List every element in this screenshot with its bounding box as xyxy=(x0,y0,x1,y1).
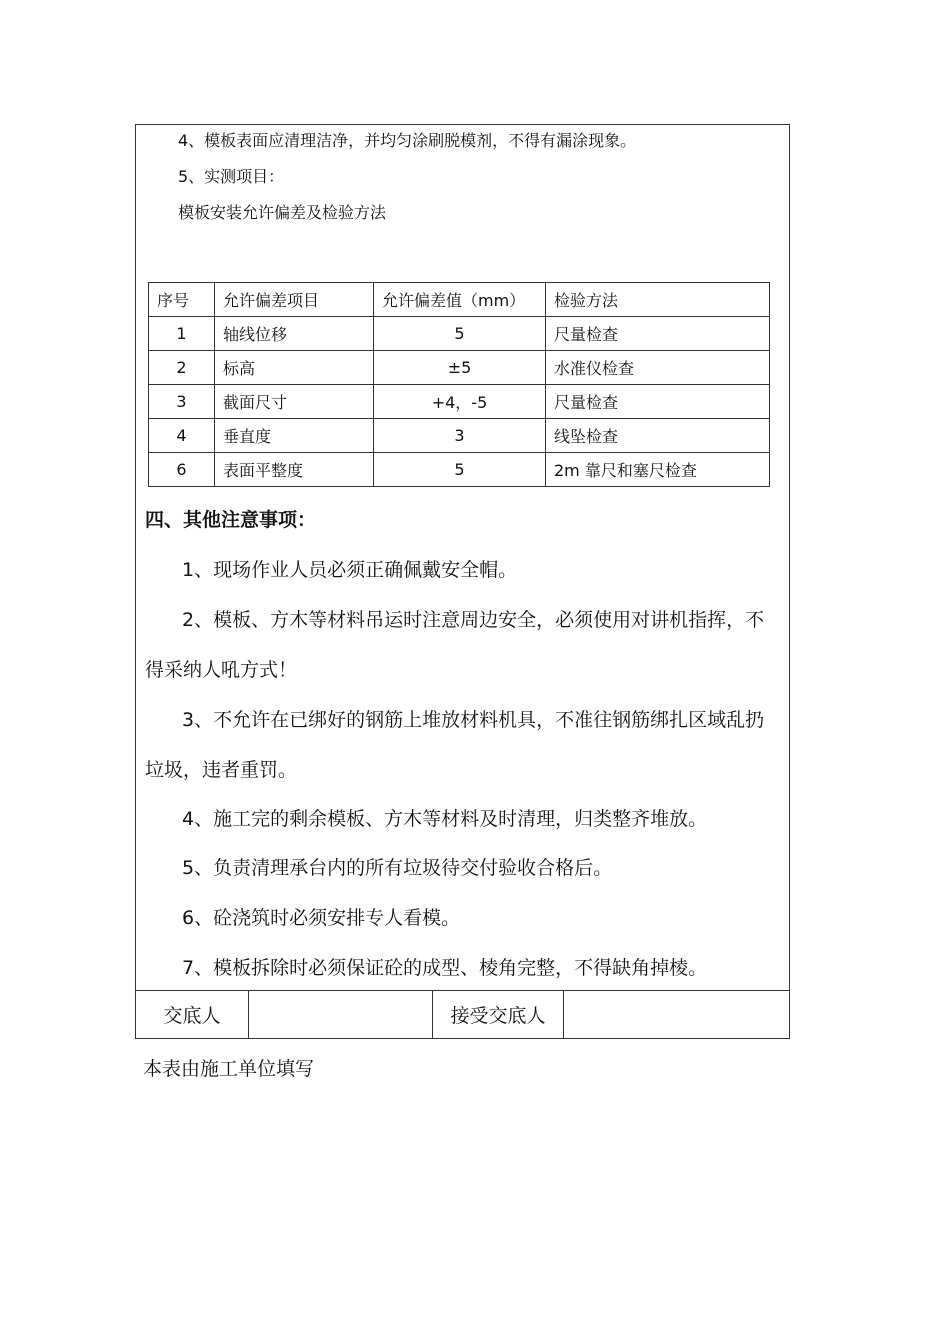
table-row xyxy=(149,453,770,487)
note-item-2-continued: 得采纳人吼方式！ xyxy=(145,659,298,681)
row-number: 2 xyxy=(149,351,215,385)
table-caption: 模板安装允许偏差及检验方法 xyxy=(178,203,387,222)
discloser-label: 交底人 xyxy=(136,990,249,1039)
tolerance-item: 轴线位移 xyxy=(215,317,374,351)
tolerance-item: 截面尺寸 xyxy=(215,385,374,419)
header-cell: 允许偏差值（mm） xyxy=(374,283,546,317)
note-item-3-continued: 垃圾，违者重罚。 xyxy=(145,759,298,781)
row-number: 6 xyxy=(149,453,215,487)
note-item-6: 6、砼浇筑时必须安排专人看模。 xyxy=(182,907,461,929)
note-item-5: 5、负责清理承台内的所有垃圾待交付验收合格后。 xyxy=(182,857,613,879)
intro-item-5: 5、实测项目： xyxy=(178,167,285,186)
note-item-3: 3、不允许在已绑好的钢筋上堆放材料机具，不准往钢筋绑扎区域乱扔 xyxy=(182,709,765,731)
tolerance-item: 垂直度 xyxy=(215,419,374,453)
inspection-method: 2m 靠尺和塞尺检查 xyxy=(546,453,770,487)
note-item-7: 7、模板拆除时必须保证砼的成型、棱角完整，不得缺角掉棱。 xyxy=(182,957,708,979)
footer-note: 本表由施工单位填写 xyxy=(143,1058,315,1080)
row-number: 1 xyxy=(149,317,215,351)
note-item-1: 1、现场作业人员必须正确佩戴安全帽。 xyxy=(182,559,518,581)
header-cell: 允许偏差项目 xyxy=(215,283,374,317)
header-cell: 序号 xyxy=(149,283,215,317)
tolerance-value: 5 xyxy=(374,317,546,351)
table-row xyxy=(149,385,770,419)
inspection-method: 线坠检查 xyxy=(546,419,770,453)
tolerance-table xyxy=(148,282,770,487)
tolerance-value: ±5 xyxy=(374,351,546,385)
note-item-2: 2、模板、方木等材料吊运时注意周边安全，必须使用对讲机指挥，不 xyxy=(182,609,765,631)
table-row xyxy=(149,351,770,385)
row-number: 4 xyxy=(149,419,215,453)
tolerance-item: 标高 xyxy=(215,351,374,385)
table-row xyxy=(149,419,770,453)
inspection-method: 尺量检查 xyxy=(546,385,770,419)
inspection-method: 水准仪检查 xyxy=(546,351,770,385)
tolerance-item: 表面平整度 xyxy=(215,453,374,487)
inspection-method: 尺量检查 xyxy=(546,317,770,351)
header-cell: 检验方法 xyxy=(546,283,770,317)
receiver-signature-field[interactable] xyxy=(564,990,789,1039)
tolerance-value: +4，-5 xyxy=(374,385,546,419)
note-item-4: 4、施工完的剩余模板、方木等材料及时清理，归类整齐堆放。 xyxy=(182,808,708,830)
intro-item-4: 4、模板表面应清理洁净，并均匀涂刷脱模剂，不得有漏涂现象。 xyxy=(178,131,637,150)
notes-heading: 四、其他注意事项： xyxy=(145,509,317,531)
tolerance-value: 3 xyxy=(374,419,546,453)
discloser-signature-field[interactable] xyxy=(249,990,433,1039)
tolerance-value: 5 xyxy=(374,453,546,487)
receiver-label: 接受交底人 xyxy=(433,990,564,1039)
table-row xyxy=(149,317,770,351)
table-header-row xyxy=(149,283,770,317)
row-number: 3 xyxy=(149,385,215,419)
